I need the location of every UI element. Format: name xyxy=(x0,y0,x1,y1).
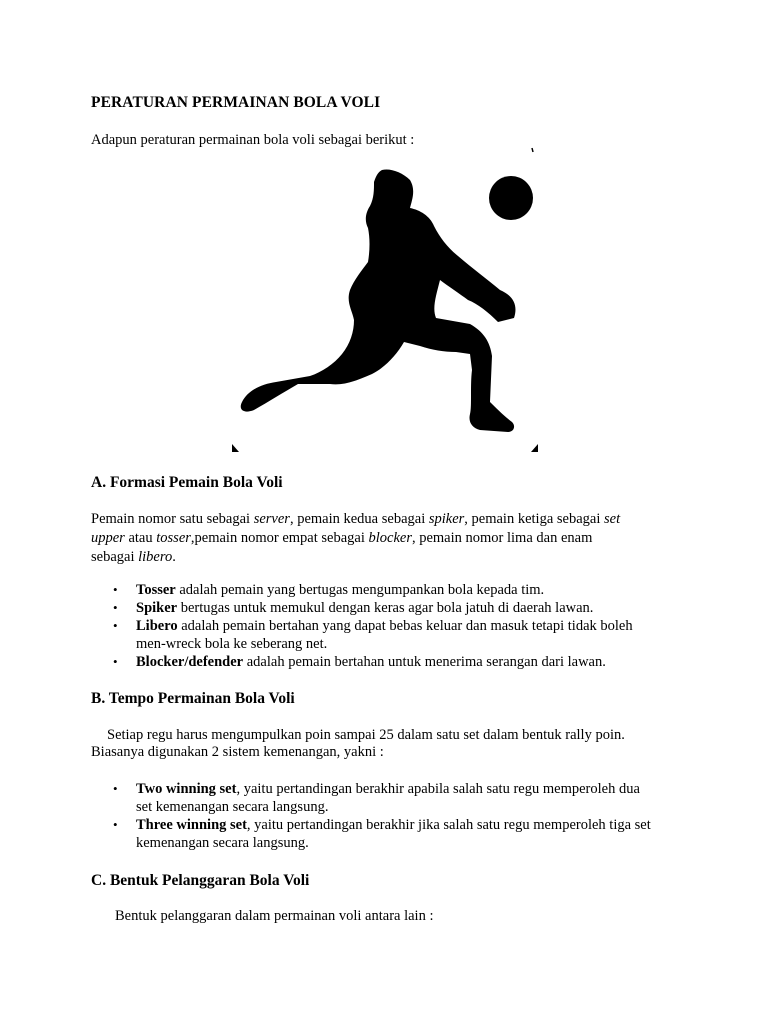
list-item xyxy=(113,780,683,816)
list-text: adalah pemain yang bertugas mengumpankan bola kepada tim. xyxy=(175,582,545,598)
text-span: . xyxy=(172,549,176,565)
list-text: , yaitu pertandingan berakhir jika salah satu regu memperoleh tiga set xyxy=(246,817,651,833)
bullet-icon: • xyxy=(113,600,118,615)
list-term: Three winning set xyxy=(136,817,247,833)
section-c-heading: C. Bentuk Pelanggaran Bola Voli xyxy=(91,872,310,889)
role-term: upper xyxy=(91,530,125,546)
role-term: server xyxy=(253,511,290,527)
paragraph-line xyxy=(91,510,671,529)
list-text-continued: men-wreck bola ke seberang net. xyxy=(136,636,328,652)
section-b-list xyxy=(113,780,683,852)
bullet-icon: • xyxy=(113,817,118,832)
bullet-icon: • xyxy=(113,582,118,597)
section-a-heading: A. Formasi Pemain Bola Voli xyxy=(91,474,283,491)
list-text: adalah pemain bertahan yang dapat bebas keluar dan masuk tetapi tidak boleh xyxy=(177,618,633,634)
section-b-paragraph-line1: Setiap regu harus mengumpulkan poin sampai 25 dalam satu set dalam bentuk rally poin. xyxy=(107,727,625,743)
section-b-paragraph-line2: Biasanya digunakan 2 sistem kemenangan, yakni : xyxy=(91,744,384,760)
list-item xyxy=(113,581,683,599)
section-b-heading: B. Tempo Permainan Bola Voli xyxy=(91,690,295,707)
list-term: Tosser xyxy=(136,582,176,598)
list-term: Libero xyxy=(136,618,178,634)
list-term: Two winning set xyxy=(136,781,237,797)
list-text: bertugas untuk memukul dengan keras agar bola jatuh di daerah lawan. xyxy=(177,600,594,616)
list-term: Spiker xyxy=(136,600,178,616)
role-term: spiker xyxy=(428,511,465,527)
paragraph-line xyxy=(91,529,671,548)
role-term: libero xyxy=(138,549,173,565)
bullet-icon: • xyxy=(113,654,118,669)
bullet-icon: • xyxy=(113,781,118,796)
list-text: , yaitu pertandingan berakhir apabila salah satu regu memperoleh dua xyxy=(236,781,640,797)
paragraph-line xyxy=(91,548,671,567)
section-a-paragraph xyxy=(91,510,671,567)
section-a-list xyxy=(113,581,683,671)
list-term: Blocker/defender xyxy=(136,654,244,670)
bullet-icon: • xyxy=(113,618,118,633)
intro-text: Adapun peraturan permainan bola voli sebagai berikut : xyxy=(91,132,415,148)
list-text: adalah pemain bertahan untuk menerima serangan dari lawan. xyxy=(243,654,606,670)
text-span: atau xyxy=(124,530,157,546)
role-term: blocker xyxy=(368,530,412,546)
text-span: , pemain nomor lima dan enam xyxy=(411,530,593,546)
list-item xyxy=(113,599,683,617)
text-span: Pemain nomor satu sebagai xyxy=(91,511,254,527)
list-text-continued: set kemenangan secara langsung. xyxy=(136,799,329,815)
list-item xyxy=(113,617,683,653)
list-item xyxy=(113,653,683,671)
role-term: tosser xyxy=(156,530,191,546)
text-span: sebagai xyxy=(91,549,139,565)
volleyball-player-silhouette-icon xyxy=(232,146,538,456)
list-text-continued: kemenangan secara langsung. xyxy=(136,835,309,851)
role-term: set xyxy=(604,511,621,527)
document-title: PERATURAN PERMAINAN BOLA VOLI xyxy=(91,94,381,111)
text-span: , pemain ketiga sebagai xyxy=(464,511,604,527)
section-c-paragraph: Bentuk pelanggaran dalam permainan voli antara lain : xyxy=(115,908,434,924)
list-item xyxy=(113,816,683,852)
text-span: , pemain kedua sebagai xyxy=(289,511,429,527)
text-span: ,pemain nomor empat sebagai xyxy=(190,530,369,546)
